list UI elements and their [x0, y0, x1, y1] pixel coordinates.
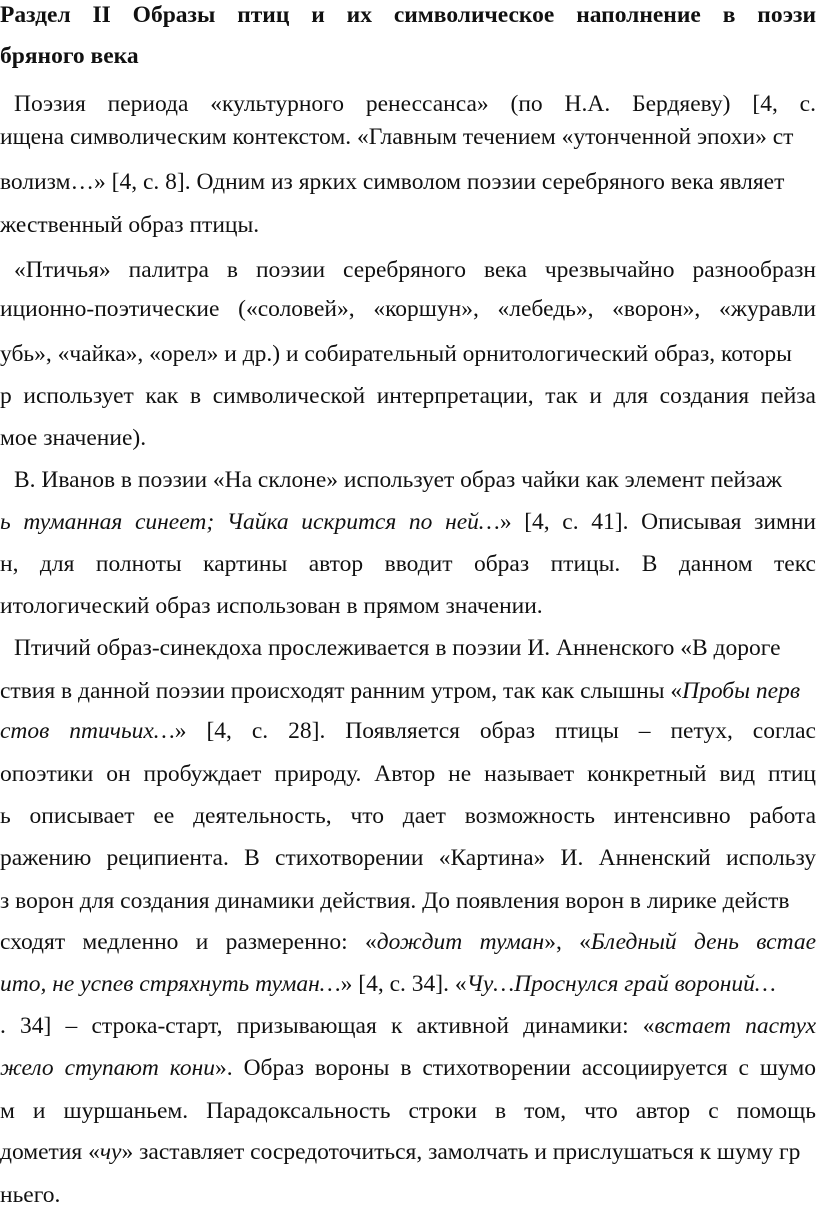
- paragraph-4-line-8: [0, 931, 816, 955]
- paragraph-3-line-2-rest: » [4, с. 41]. Описывая зимни: [499, 509, 816, 535]
- poem-quote: Чу…Проснулся грай вороний…: [466, 971, 776, 997]
- paragraph-1-line-2: ищена символическим контекстом. «Главным течением «утонченной эпохи» ст: [0, 124, 794, 150]
- paragraph-3-line-4: итологический образ использован в прямом значении.: [0, 593, 543, 619]
- paragraph-3-line-1: В. Иванов в поэзии «На склоне» использует образ чайки как элемент пейзаж: [14, 467, 783, 493]
- paragraph-4-line-5: ь описывает ее деятельность, что дает возможность интенсивно работа: [0, 803, 816, 829]
- paragraph-4-line-3: [0, 720, 816, 744]
- paragraph-2-line-1: «Птичья» палитра в поэзии серебряного века чрезвычайно разнообразн: [14, 257, 816, 283]
- paragraph-4-line-9-rest: » [4, с. 34]. «: [340, 971, 467, 997]
- paragraph-4-line-2: [0, 680, 800, 704]
- poem-quote: ито, не успев стряхнуть туман…: [0, 971, 341, 997]
- paragraph-4-line-13-rest: » заставляет сосредоточиться, замолчать и прислушаться к шуму гр: [121, 1139, 801, 1165]
- paragraph-4-line-9: [0, 973, 776, 997]
- paragraph-4-line-3-rest: » [4, с. 28]. Появляется образ птицы – петух, соглас: [174, 718, 816, 744]
- paragraph-4-line-14: ньего.: [0, 1182, 61, 1208]
- paragraph-2-line-3: убь», «чайка», «орел» и др.) и собирательный орнитологический образ, которы: [0, 341, 792, 367]
- paragraph-4-line-8-start: сходят медленно и размеренно: «: [0, 929, 377, 955]
- paragraph-2-line-4: р использует как в символической интерпретации, так и для создания пейза: [0, 383, 816, 409]
- paragraph-4-line-1: Птичий образ-синекдоха прослеживается в поэзии И. Анненского «В дороге: [14, 635, 781, 661]
- paragraph-3-line-2: [0, 511, 816, 535]
- poem-quote: дождит туман: [376, 929, 545, 955]
- paragraph-4-line-7: з ворон для создания динамики действия. До появления ворон в лирике действ: [0, 888, 790, 914]
- paragraph-4-line-10: [0, 1015, 816, 1039]
- section-heading-line-2: бряного века: [0, 43, 139, 69]
- paragraph-4-line-12: м и шуршаньем. Парадоксальность строки в том, что автор с помощь: [0, 1098, 816, 1124]
- poem-quote: жело ступают кони: [0, 1055, 216, 1081]
- poem-quote: Бледный день встае: [590, 929, 816, 955]
- paragraph-2-line-2: иционно-поэтические («соловей», «коршун», «лебедь», «ворон», «журавли: [0, 296, 816, 322]
- paragraph-4-line-11: [0, 1057, 816, 1081]
- paragraph-4-line-4: опоэтики он пробуждает природу. Автор не называет конкретный вид птиц: [0, 761, 816, 787]
- paragraph-3-line-3: н, для полноты картины автор вводит образ птицы. В данном текс: [0, 551, 816, 577]
- paragraph-4-line-13: [0, 1141, 800, 1165]
- poem-quote: Пробы перв: [682, 678, 801, 704]
- paragraph-4-line-11-rest: ». Образ вороны в стихотворении ассоциируется с шумо: [215, 1055, 816, 1081]
- poem-quote: встает пастух: [654, 1013, 816, 1039]
- poem-quote: стов птичьих…: [0, 718, 175, 744]
- paragraph-4-line-13-start: дометия «: [0, 1139, 100, 1165]
- paragraph-1-line-1: Поэзия периода «культурного ренессанса» (по Н.А. Бердяеву) [4, с.: [14, 91, 816, 117]
- paragraph-4-line-6: ражению реципиента. В стихотворении «Картина» И. Анненский использу: [0, 845, 816, 871]
- section-heading-line-1: Раздел II Образы птиц и их символическое наполнение в поэзи: [0, 2, 816, 28]
- paragraph-2-line-5: мое значение).: [0, 425, 147, 451]
- paragraph-4-line-8-mid: », «: [544, 929, 591, 955]
- poem-quote: ь туманная синеет; Чайка искрится по ней…: [0, 509, 500, 535]
- paragraph-4-line-2-start: ствия в данной поэзии происходят ранним утром, так как слышны «: [0, 678, 683, 704]
- poem-quote: чу: [99, 1139, 122, 1165]
- paragraph-1-line-4: жественный образ птицы.: [0, 212, 260, 238]
- paragraph-1-line-3: волизм…» [4, с. 8]. Одним из ярких символом поэзии серебряного века являет: [0, 169, 785, 195]
- paragraph-4-line-10-start: . 34] – строка-старт, призывающая к активной динамики: «: [0, 1013, 655, 1039]
